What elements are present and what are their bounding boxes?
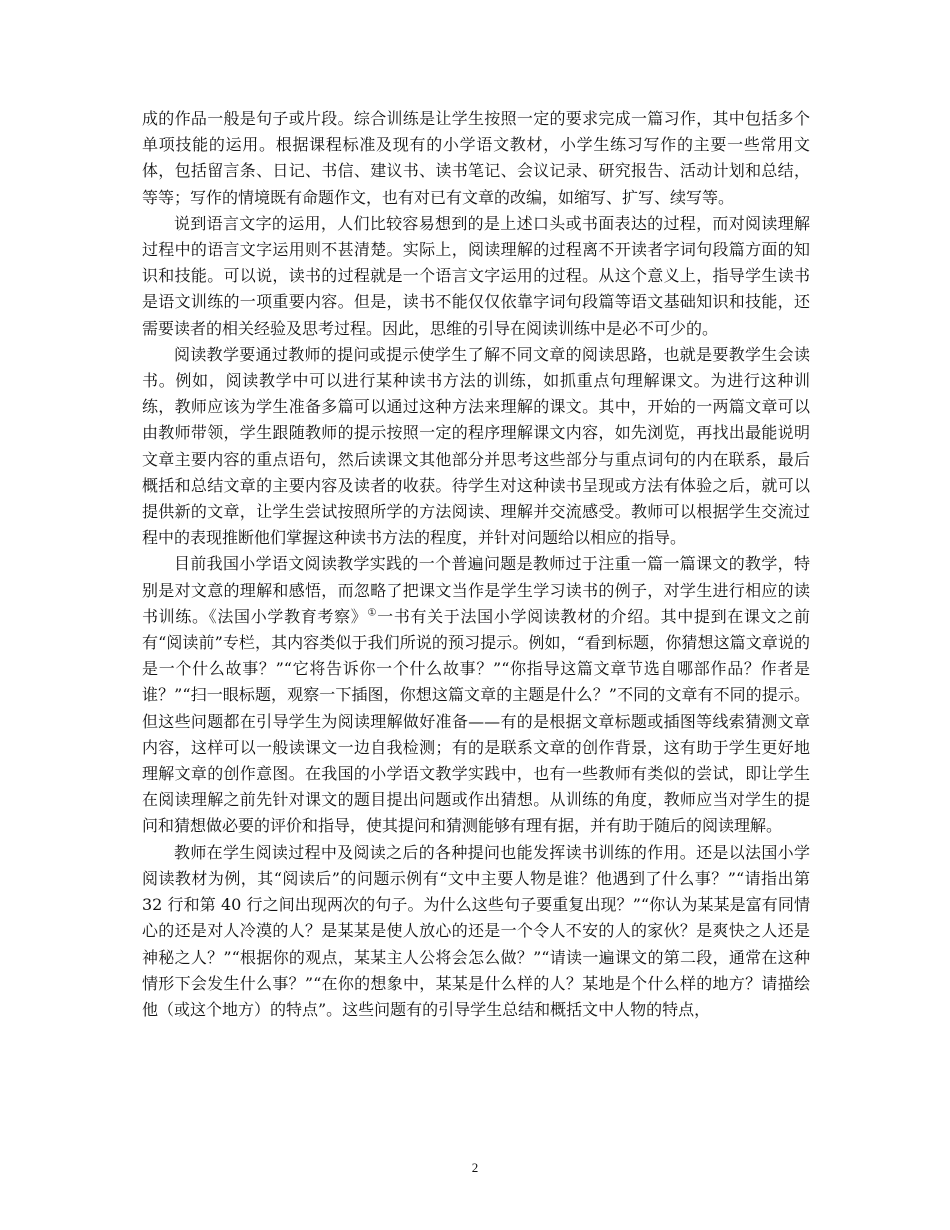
- paragraph-1: 成的作品一般是句子或片段。综合训练是让学生按照一定的要求完成一篇习作，其中包括多个单项技能的运用。根据课程标准及现有的小学语文教材，小学生练习写作的主要一些常用文体，包括留言条、日记、书信、建议书、读书笔记、会议记录、研究报告、活动计划和总结，等等；写作的情境既有命题作文，也有对已有文章的改编，如缩写、扩写、续写等。: [142, 109, 810, 207]
- paragraph-4: [142, 551, 810, 839]
- page-number: 2: [471, 1160, 479, 1175]
- paragraph-4-text-before: 目前我国小学语文阅读教学实践的一个普遍问题是教师过于注重一篇一篇课文的教学，特别是对文意的理解和感悟，而忽略了把课文当作是学生学习读书的例子，对学生进行相应的读书训练。《法国小学教育考察》: [142, 554, 810, 626]
- document-body: [142, 106, 810, 1023]
- paragraph-5: 教师在学生阅读过程中及阅读之后的各种提问也能发挥读书训练的作用。还是以法国小学阅读教材为例，其“阅读后”的问题示例有“文中主要人物是谁？他遇到了什么事？”“请指出第 32 行和第 40 行之间出现两次的句子。为什么这些句子要重复出现？”“你认为某某是富有同情心的还是对人冷漠的人？是某某是使人放心的还是一个令人不安的人的家伙？是爽快之人还是神秘之人？”“根据你的观点，某某主人公将会怎么做？”“请读一遍课文的第二段，通常在这种情形下会发生什么事？”“在你的想象中，某某是什么样的人？某地是个什么样的地方？请描绘他（或这个地方）的特点”。这些问题有的引导学生总结和概括文中人物的特点，: [142, 842, 810, 1019]
- paragraph-4-text-after: 一书有关于法国小学阅读教材的介绍。其中提到在课文之前有“阅读前”专栏，其内容类似于我们所说的预习提示。例如，“看到标题，你猜想这篇文章说的是一个什么故事？”“它将告诉你一个什么故事？”“你指导这篇文章节选自哪部作品？作者是谁？”“扫一眼标题，观察一下插图，你想这篇文章的主题是什么？”不同的文章有不同的提示。但这些问题都在引导学生为阅读理解做好准备——有的是根据文章标题或插图等线索猜测文章内容，这样可以一般读课文一边自我检测；有的是联系文章的创作背景，这有助于学生更好地理解文章的创作意图。在我国的小学语文教学实践中，也有一些教师有类似的尝试，即让学生在阅读理解之前先针对课文的题目提出问题或作出猜想。从训练的角度，教师应当对学生的提问和猜想做必要的评价和指导，使其提问和猜测能够有理有据，并有助于随后的阅读理解。: [142, 606, 810, 836]
- footnote-marker[interactable]: ①: [367, 607, 378, 619]
- paragraph-2: 说到语言文字的运用，人们比较容易想到的是上述口头或书面表达的过程，而对阅读理解过程中的语言文字运用则不甚清楚。实际上，阅读理解的过程离不开读者字词句段篇方面的知识和技能。可以说，读书的过程就是一个语言文字运用的过程。从这个意义上，指导学生读书是语文训练的一项重要内容。但是，读书不能仅仅依靠字词句段篇等语文基础知识和技能，还需要读者的相关经验及思考过程。因此，思维的引导在阅读训练中是必不可少的。: [142, 213, 810, 338]
- paragraph-3: 阅读教学要通过教师的提问或提示使学生了解不同文章的阅读思路，也就是要教学生会读书。例如，阅读教学中可以进行某种读书方法的训练，如抓重点句理解课文。为进行这种训练，教师应该为学生准备多篇可以通过这种方法来理解的课文。其中，开始的一两篇文章可以由教师带领，学生跟随教师的提示按照一定的程序理解课文内容，如先浏览，再找出最能说明文章主要内容的重点语句，然后读课文其他部分并思考这些部分与重点词句的内在联系，最后概括和总结文章的主要内容及读者的收获。待学生对这种读书呈现或方法有体验之后，就可以提供新的文章，让学生尝试按照所学的方法阅读、理解并交流感受。教师可以根据学生交流过程中的表现推断他们掌握这种读书方法的程度，并针对问题给以相应的指导。: [142, 344, 810, 548]
